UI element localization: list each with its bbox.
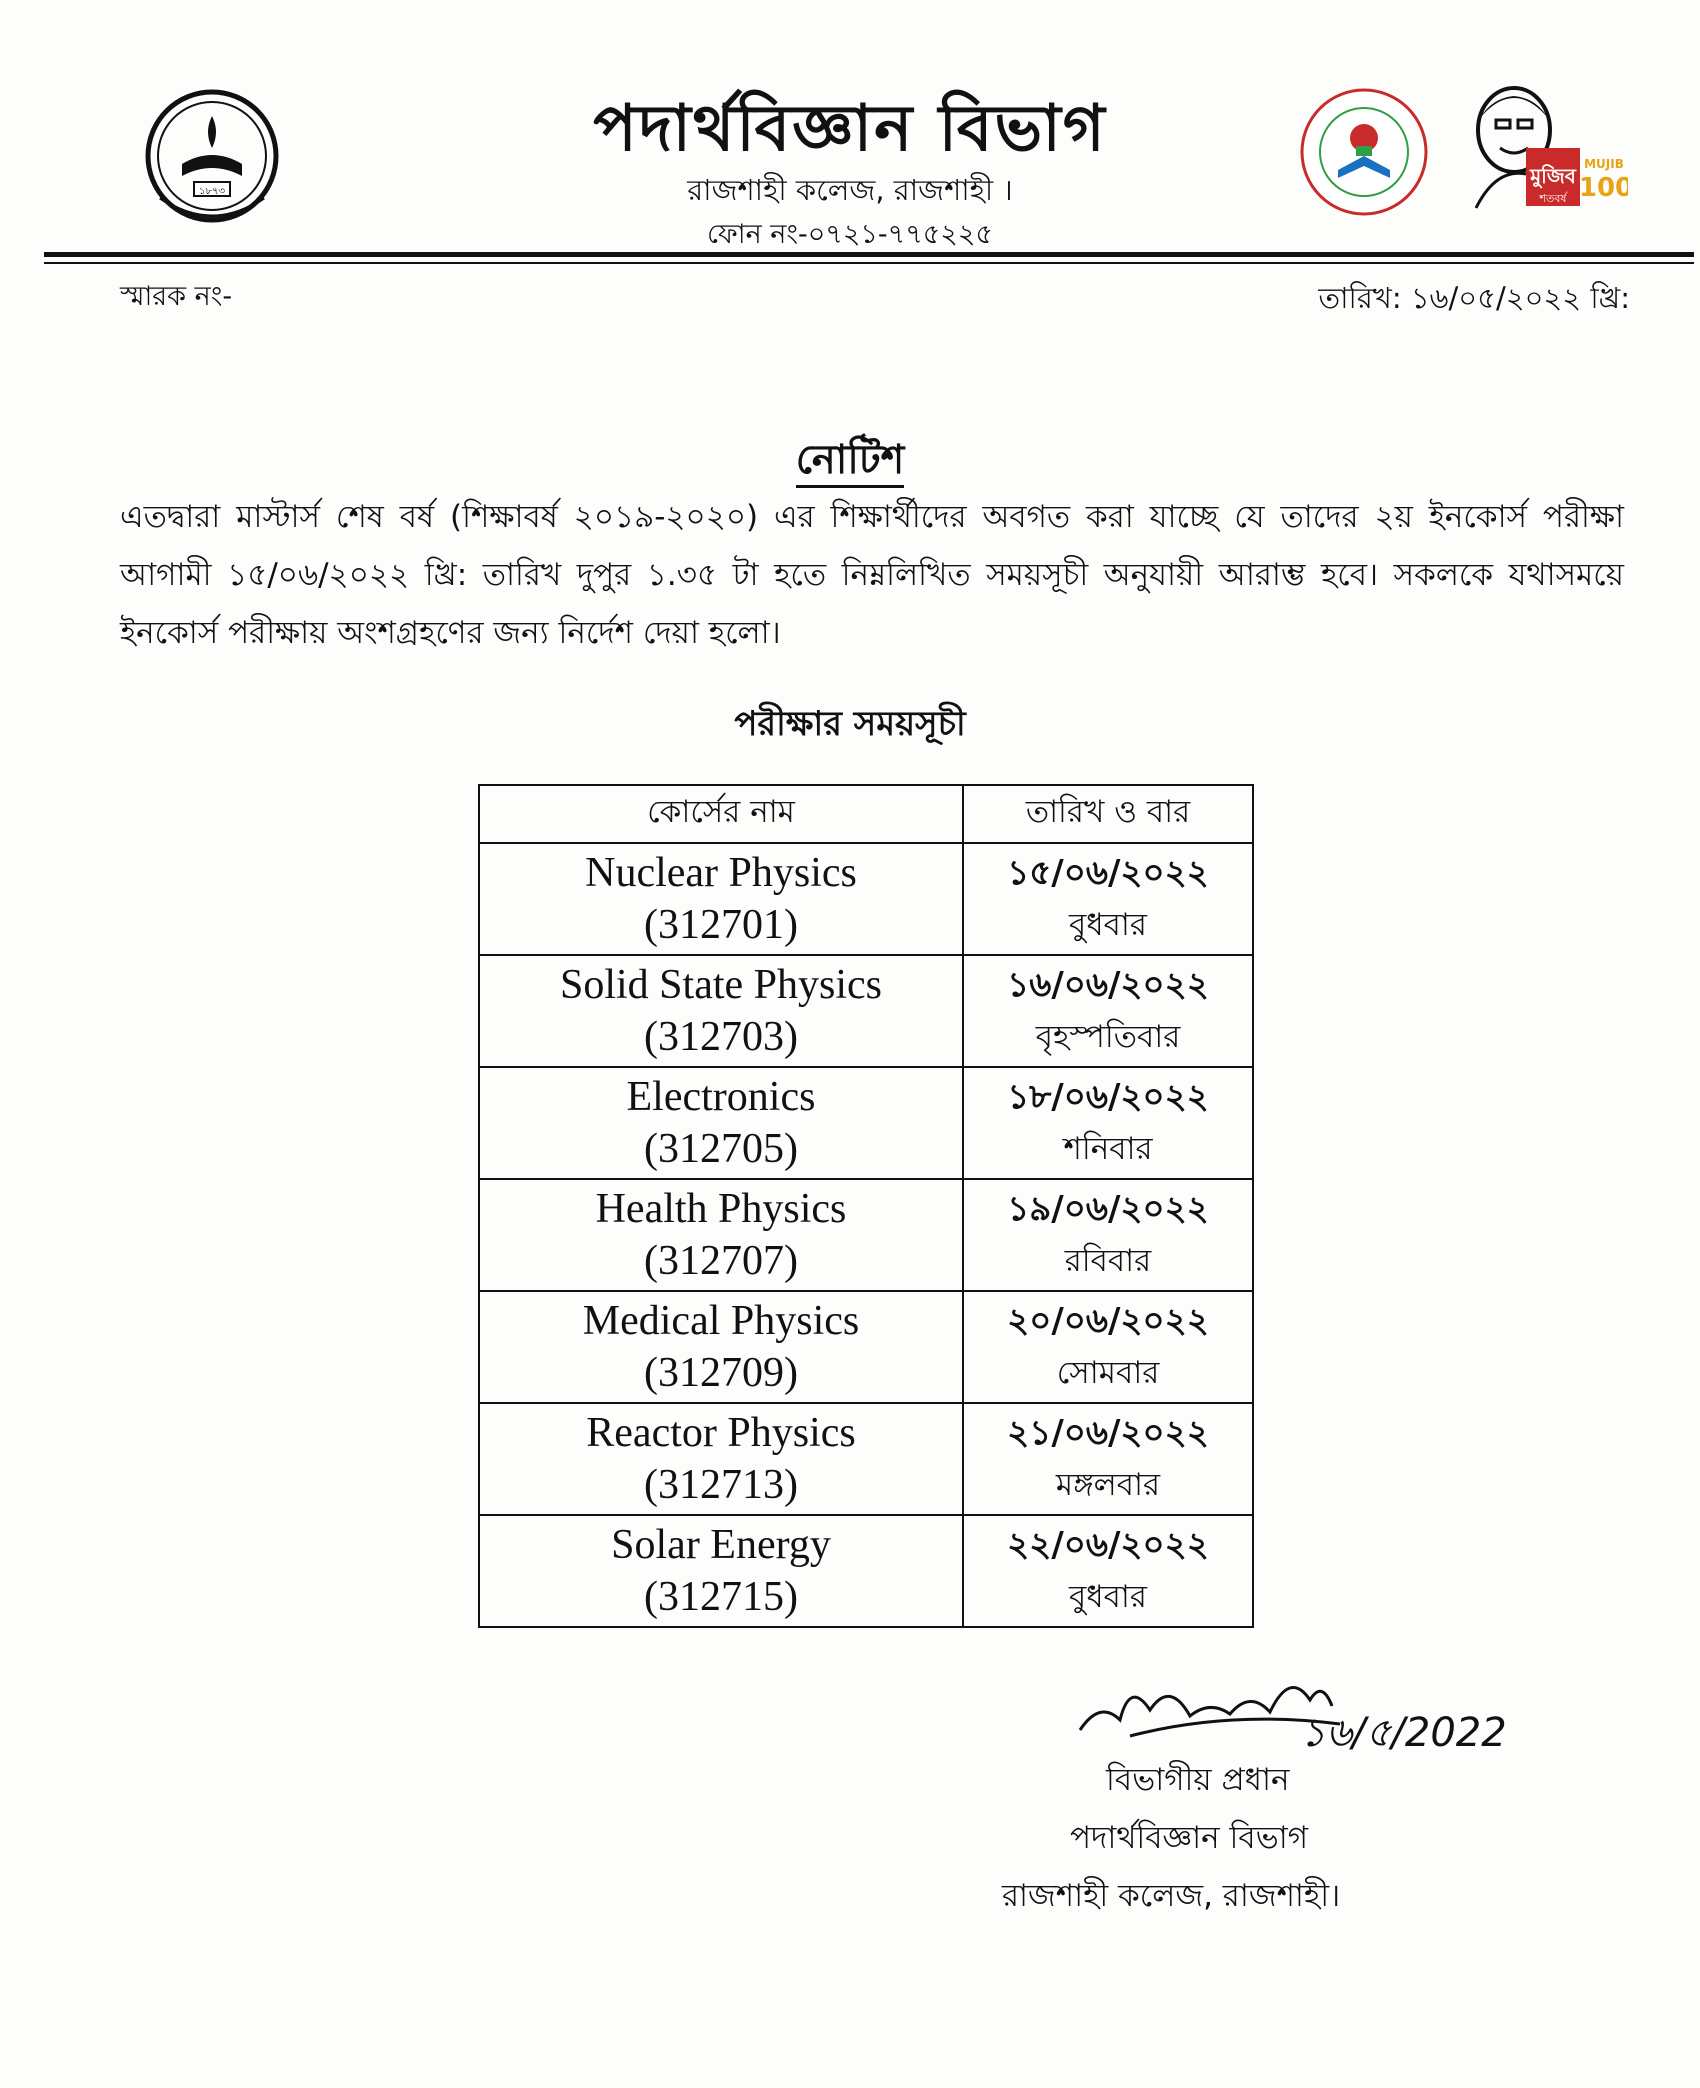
header-date: তারিখ ও বার [963,785,1253,843]
exam-day: মঙ্গলবার [1055,1467,1161,1503]
college-address: রাজশাহী কলেজ, রাজশাহী । [687,173,1013,207]
notice-date: তারিখ: ১৬/০৫/২০২২ খ্রি: [1318,281,1630,315]
exam-day: বুধবার [1069,907,1147,943]
header-rule-thick [44,252,1694,257]
table-row [479,1179,1253,1291]
notice-title-text: নোটিশ [796,437,905,488]
exam-day: শনিবার [1063,1131,1153,1167]
header-course: কোর্সের নাম [479,785,963,843]
exam-date: ১৫/০৬/২০২২ [1007,853,1209,893]
mujib-100-logo [1466,78,1628,212]
logo-year: ১৮৭৩ [199,186,225,197]
mujib-en: MUJIB [1584,157,1624,171]
table-row [479,843,1253,955]
course-code: (312703) [644,1014,798,1060]
signatory-department: পদার্থবিজ্ঞান বিভাগ [1070,1820,1309,1856]
mujib-mark: মুজিব [1530,164,1576,188]
memo-number: স্মারক নং- [120,281,233,312]
course-name: Solar Energy [611,1522,831,1568]
phone-number: ফোন নং-০৭২১-৭৭৫২২৫ [707,219,993,250]
course-code: (312715) [644,1574,798,1620]
course-name: Reactor Physics [586,1410,856,1456]
course-name: Solid State Physics [559,962,883,1008]
department-title: পদার্থবিজ্ঞান বিভাগ [593,92,1107,166]
course-name: Nuclear Physics [585,850,857,896]
exam-day: রবিবার [1064,1243,1152,1279]
table-header-row [479,785,1253,843]
course-name: Electronics [626,1074,816,1120]
exam-date: ২২/০৬/২০২২ [1007,1525,1209,1565]
mujib-num: 100 [1578,173,1628,203]
course-code: (312701) [644,902,798,948]
exam-date: ২১/০৬/২০২২ [1007,1413,1209,1453]
table-row [479,955,1253,1067]
course-name: Health Physics [595,1186,847,1232]
exam-day: সোমবার [1056,1355,1160,1391]
course-code: (312713) [644,1462,798,1508]
exam-date: ২০/০৬/২০২২ [1007,1301,1209,1341]
table-row [479,1067,1253,1179]
handwritten-date: ১৬/৫/2022 [1300,1710,1507,1756]
table-row [479,1515,1253,1627]
course-code: (312705) [644,1126,798,1172]
course-code: (312707) [644,1238,798,1284]
signatory-title: বিভাগীয় প্রধান [1106,1762,1290,1798]
schedule-title: পরীক্ষার সময়সূচী [734,704,966,744]
notice-body: এতদ্বারা মাস্টার্স শেষ বর্ষ (শিক্ষাবর্ষ ২০১৯-২০২০) এর শিক্ষার্থীদের অবগত করা যাচ্ছে যে তাদের ২য় ইনকোর্স পরীক্ষা আগামী ১৫/০৬/২০২২ খ্রি: তারিখ দুপুর ১.৩৫ টা হতে নিম্নলিখিত সময়সূচী অনুযায়ী আরাম্ভ হবে। সকলকে যথাসময়ে ইনকোর্স পরীক্ষায় অংশগ্রহণের জন্য নির্দেশ দেয়া হলো। [120,499,1624,651]
hasina-education-logo [1298,86,1430,218]
notice-title [0,428,1700,495]
exam-date: ১৯/০৬/২০২২ [1007,1189,1209,1229]
course-code: (312709) [644,1350,798,1396]
exam-day: বুধবার [1069,1579,1147,1615]
course-name: Medical Physics [582,1298,860,1344]
table-row [479,1403,1253,1515]
schedule-table [478,784,1254,1628]
signatory-college: রাজশাহী কলেজ, রাজশাহী। [1002,1878,1341,1914]
table-row [479,1291,1253,1403]
mujib-sub: শতবর্ষ [1539,192,1567,205]
exam-day: বৃহস্পতিবার [1035,1019,1181,1055]
exam-date: ১৮/০৬/২০২২ [1007,1077,1209,1117]
header-rule-thin [44,262,1694,264]
exam-date: ১৬/০৬/২০২২ [1007,965,1209,1005]
